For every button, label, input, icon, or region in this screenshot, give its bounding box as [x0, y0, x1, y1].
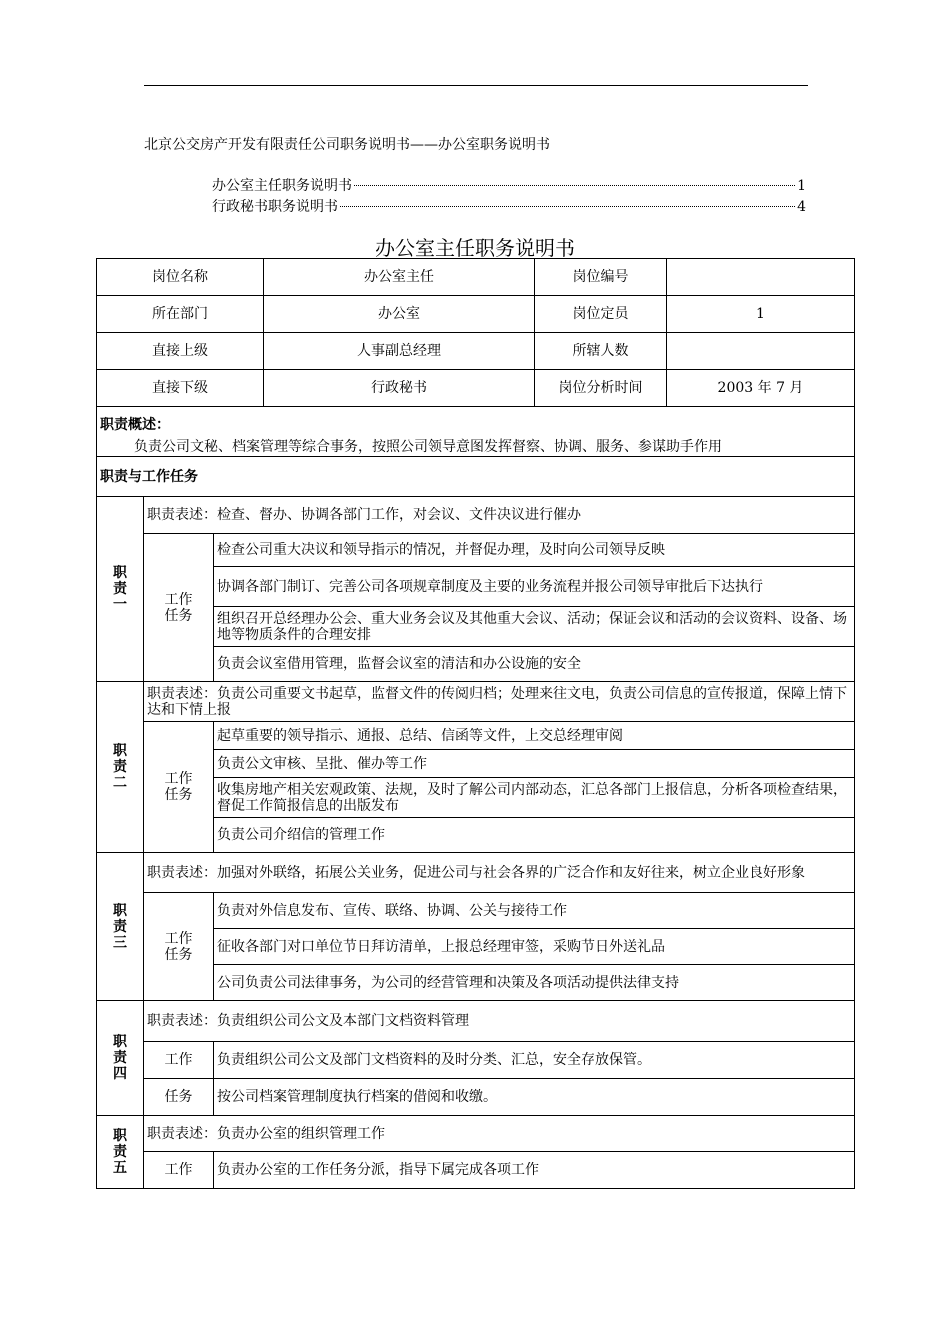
task-label-line: 工作 [144, 1042, 214, 1079]
info-label: 岗位分析时间 [535, 370, 667, 407]
info-value: 人事副总经理 [264, 333, 535, 370]
task-item: 负责对外信息发布、宣传、联络、协调、公关与接待工作 [214, 893, 855, 929]
task-label-line: 工作 [164, 591, 193, 608]
duty-label-char: 职 [113, 1034, 127, 1050]
task-item: 收集房地产相关宏观政策、法规，及时了解公司内部动态，汇总各部门上报信息，分析各项检查结果，督促工作简报信息的出版发布 [214, 778, 855, 818]
task-label-line: 工作 [164, 771, 193, 787]
task-label [144, 893, 214, 1001]
toc-entry[interactable] [212, 175, 806, 195]
duty-label [97, 853, 144, 1001]
duty-statement-row [97, 1001, 855, 1042]
toc-entry-page: 4 [797, 199, 806, 215]
info-label: 所辖人数 [535, 333, 667, 370]
task-item: 起草重要的领导指示、通报、总结、信函等文件，上交总经理审阅 [214, 722, 855, 750]
task-item: 负责会议室借用管理，监督会议室的清洁和办公设施的安全 [214, 647, 855, 682]
task-label-line: 工作 [144, 1152, 214, 1189]
task-label-line: 任务 [164, 607, 193, 624]
info-value: 办公室主任 [264, 259, 535, 296]
duties-heading: 职责与工作任务 [97, 457, 855, 497]
info-value: 行政秘书 [264, 370, 535, 407]
duty-label-char: 二 [113, 775, 127, 791]
info-label: 岗位名称 [97, 259, 264, 296]
duty-label-char: 职 [113, 1128, 127, 1144]
task-row [97, 893, 855, 929]
duty-label [97, 682, 144, 853]
info-label: 直接上级 [97, 333, 264, 370]
duty-label-char: 责 [113, 1144, 127, 1160]
toc-leader [354, 185, 795, 186]
info-label: 岗位定员 [535, 296, 667, 333]
toc-entry-page: 1 [797, 178, 806, 194]
duty-statement: 职责表述：负责公司重要文书起草，监督文件的传阅归档；处理来往文电，负责公司信息的宣传报道，保障上情下达和下情上报 [144, 682, 855, 722]
task-item: 负责组织公司公文及部门文档资料的及时分类、汇总，安全存放保管。 [214, 1042, 855, 1079]
task-item: 负责公司介绍信的管理工作 [214, 818, 855, 853]
task-label-line: 任务 [164, 946, 193, 963]
overview-heading: 职责概述： [100, 417, 170, 433]
task-label-line: 任务 [144, 1079, 214, 1116]
duty-label-char: 五 [113, 1160, 127, 1176]
info-row [97, 296, 855, 333]
duty-statement-row [97, 1116, 855, 1152]
task-label-line: 任务 [164, 787, 193, 803]
info-value [667, 333, 855, 370]
toc-entry-title: 行政秘书职务说明书 [212, 199, 338, 215]
task-item: 负责办公室的工作任务分派，指导下属完成各项工作 [214, 1152, 855, 1189]
info-row [97, 259, 855, 296]
job-description-table [96, 258, 855, 1189]
section-title: 办公室主任职务说明书 [375, 236, 575, 260]
info-row [97, 370, 855, 407]
task-row [97, 1042, 855, 1079]
task-item: 负责公文审核、呈批、催办等工作 [214, 750, 855, 778]
info-value [667, 259, 855, 296]
document-title: 北京公交房产开发有限责任公司职务说明书——办公室职务说明书 [144, 137, 550, 153]
duty-statement-row [97, 682, 855, 722]
toc-entry[interactable] [212, 196, 806, 216]
info-label: 所在部门 [97, 296, 264, 333]
overview-cell [97, 407, 855, 457]
duty-statement-row [97, 497, 855, 534]
info-row [97, 333, 855, 370]
duty-label [97, 1116, 144, 1189]
task-label-line: 工作 [164, 930, 193, 947]
duty-statement: 职责表述：负责组织公司公文及本部门文档资料管理 [144, 1001, 855, 1042]
toc-entry-title: 办公室主任职务说明书 [212, 178, 352, 194]
task-row [97, 534, 855, 567]
task-item: 检查公司重大决议和领导指示的情况，并督促办理，及时向公司领导反映 [214, 534, 855, 567]
duty-label-char: 职 [113, 743, 127, 759]
duty-label-char: 三 [113, 934, 127, 951]
info-label: 岗位编号 [535, 259, 667, 296]
duty-label-char: 四 [113, 1066, 127, 1082]
duty-statement: 职责表述：加强对外联络，拓展公关业务，促进公司与社会各界的广泛合作和友好往来，树立企业良好形象 [144, 853, 855, 893]
task-row [97, 1079, 855, 1116]
task-item: 公司负责公司法律事务，为公司的经营管理和决策及各项活动提供法律支持 [214, 965, 855, 1001]
duty-label [97, 1001, 144, 1116]
info-value: 2003 年 7 月 [667, 370, 855, 407]
task-item: 按公司档案管理制度执行档案的借阅和收缴。 [214, 1079, 855, 1116]
task-label [144, 722, 214, 853]
duty-label-char: 责 [113, 581, 127, 597]
task-item: 征收各部门对口单位节日拜访清单，上报总经理审签，采购节日外送礼品 [214, 929, 855, 965]
task-label [144, 534, 214, 682]
info-value: 办公室 [264, 296, 535, 333]
duty-label-char: 责 [113, 918, 127, 935]
duty-label-char: 一 [113, 597, 127, 613]
task-item: 组织召开总经理办公会、重大业务会议及其他重大会议、活动；保证会议和活动的会议资料、设备、场地等物质条件的合理安排 [214, 607, 855, 647]
duty-statement: 职责表述：检查、督办、协调各部门工作，对会议、文件决议进行催办 [144, 497, 855, 534]
duty-label-char: 职 [113, 565, 127, 581]
task-row [97, 1152, 855, 1189]
overview-row [97, 407, 855, 457]
task-item: 协调各部门制订、完善公司各项规章制度及主要的业务流程并报公司领导审批后下达执行 [214, 567, 855, 607]
overview-text: 负责公司文秘、档案管理等综合事务，按照公司领导意图发挥督察、协调、服务、参谋助手作用 [134, 439, 722, 455]
duty-label-char: 职 [113, 902, 127, 919]
duties-heading-row [97, 457, 855, 497]
duty-label-char: 责 [113, 1050, 127, 1066]
duty-label [97, 497, 144, 682]
task-row [97, 722, 855, 750]
duty-statement-row [97, 853, 855, 893]
duty-label-char: 责 [113, 759, 127, 775]
toc-leader [340, 206, 795, 207]
info-value: 1 [667, 296, 855, 333]
info-label: 直接下级 [97, 370, 264, 407]
duty-statement: 职责表述：负责办公室的组织管理工作 [144, 1116, 855, 1152]
header-rule [144, 85, 808, 86]
